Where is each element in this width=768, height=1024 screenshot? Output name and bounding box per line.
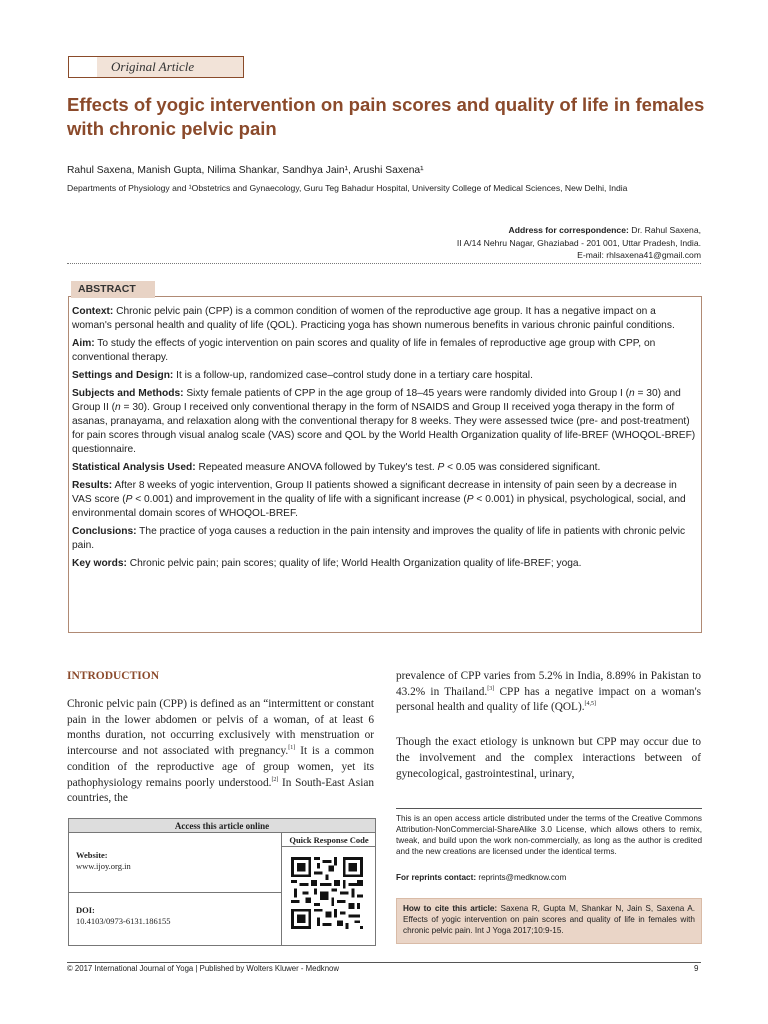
- affiliation: Departments of Physiology and ¹Obstetrics and Gynaecology, Guru Teg Bahadur Hospital, University College of Medical Sciences, New Delhi, India: [67, 183, 628, 193]
- ref-4-5[interactable]: [4,5]: [584, 701, 597, 708]
- license-text: This is an open access article distributed under the terms of the Creative Commons Attribution-NonCommercial-ShareAlike 3.0 License, which allows others to remix, tweak, and build upon the work non-commercially, as long as the author is credited and the new creations are licensed under the identical terms.: [396, 814, 702, 856]
- abstract-conclusions: Conclusions: The practice of yoga causes a reduction in the pain intensity and improves the quality of life in patients with chronic pelvic pain.: [72, 526, 686, 551]
- ref-1[interactable]: [1]: [288, 745, 296, 752]
- dotted-divider: [67, 263, 701, 264]
- introduction-heading: INTRODUCTION: [67, 670, 160, 682]
- correspondence-block: [281, 224, 701, 262]
- intro-paragraph-2: prevalence of CPP varies from 5.2% in India, 8.89% in Pakistan to 43.2% in Thailand.[3] CPP has a negative impact on a woman's personal health and quality of life (QOL).[4,5]: [396, 670, 702, 714]
- abstract-text: [72, 305, 696, 575]
- page-number: 9: [694, 964, 699, 973]
- correspondence-name: Dr. Rahul Saxena,: [628, 225, 701, 235]
- article-type-label: Original Article: [97, 57, 243, 77]
- intro-paragraph-3: Though the exact etiology is unknown but CPP may occur due to the involvement and the complex interactions between of gynecological, gastrointestinal, urinary,: [396, 736, 701, 780]
- doi-value[interactable]: 10.4103/0973-6131.186155: [76, 916, 171, 926]
- intro-paragraph-1: Chronic pelvic pain (CPP) is defined as an “intermittent or constant pain in the lower abdomen or pelvis of a woman, of at least 6 months duration, not occurring exclusively with menstruation or intercourse and not associated with pregnancy.[1] It is a common condition of the reproductive age of group women, yet its pathophysiology remains poorly understood.[2] In South-East Asian countries, the: [67, 698, 374, 805]
- ref-3[interactable]: [3]: [487, 685, 495, 692]
- article-type-tag: [68, 56, 244, 78]
- footer-divider: [67, 962, 701, 963]
- abstract-keywords: Key words: Chronic pelvic pain; pain scores; quality of life; World Health Organization quality of life-BREF; yoga.: [72, 558, 582, 569]
- author-list: Rahul Saxena, Manish Gupta, Nilima Shankar, Sandhya Jain¹, Arushi Saxena¹: [67, 165, 424, 176]
- qr-code-icon[interactable]: [291, 857, 363, 929]
- license-divider: [396, 808, 702, 809]
- footer-copyright: © 2017 International Journal of Yoga | Published by Wolters Kluwer - Medknow: [67, 964, 340, 973]
- qr-heading: Quick Response Code: [282, 833, 376, 847]
- abstract-aim: Aim: To study the effects of yogic intervention on pain scores and quality of life in females of reproductive age group with CPP, on conventional therapy.: [72, 338, 656, 363]
- intro-column-right: [396, 669, 701, 782]
- abstract-context: Context: Chronic pelvic pain (CPP) is a common condition of women of the reproductive age group. It has a negative impact on a woman's personal health and quality of life (QOL). Practicing yoga has shown numerous benefits in various chronic painful conditions.: [72, 306, 675, 331]
- doi-label: DOI:: [76, 905, 95, 915]
- ref-2[interactable]: [2]: [271, 776, 279, 783]
- article-title: Effects of yogic intervention on pain scores and quality of life in females with chronic pelvic pain: [67, 94, 705, 139]
- correspondence-email[interactable]: E-mail: rhlsaxena41@gmail.com: [577, 250, 701, 260]
- correspondence-address: II A/14 Nehru Nagar, Ghaziabad - 201 001, Uttar Pradesh, India.: [456, 237, 701, 248]
- access-heading: Access this article online: [69, 819, 375, 833]
- abstract-results: Results: After 8 weeks of yogic intervention, Group II patients showed a significant decrease in intensity of pain seen by a decrease in VAS score (P < 0.001) and improvement in the quality of life with a significant increase (P < 0.001) in physical, psychological, social, and environmental domain scores of WHOQOL-BREF.: [72, 480, 686, 519]
- reprints-contact: For reprints contact: reprints@medknow.com: [396, 873, 567, 882]
- access-online-box: [68, 818, 376, 946]
- website-link[interactable]: www.ijoy.org.in: [76, 861, 131, 871]
- citation-box: How to cite this article: Saxena R, Gupta M, Shankar N, Jain S, Saxena A. Effects of yogic intervention on pain scores and quality of life in females with chronic pelvic pain. Int J Yoga 2017;10:9-15.: [396, 898, 702, 944]
- abstract-heading: ABSTRACT: [71, 281, 155, 298]
- abstract-methods: Subjects and Methods: Sixty female patients of CPP in the age group of 18–45 years were randomly divided into Group I (n = 30) and Group II (n = 30). Group I received only conventional therapy in the form of NSAIDS and Group II received yoga therapy in the form of asanas, pranayama, and relaxation along with the conventional therapy for 8 weeks. They were assessed twice (pre- and post-treatment) for pain scores through visual analog scale (VAS) score and QOL by the World Health Organization quality of life-BREF (WHOQOL-BREF) questionnaire.: [72, 388, 696, 455]
- intro-column-left: [67, 697, 374, 807]
- abstract-stats: Statistical Analysis Used: Repeated measure ANOVA followed by Tukey's test. P < 0.05 was considered significant.: [72, 462, 601, 473]
- correspondence-label: Address for correspondence:: [508, 225, 629, 235]
- abstract-settings: Settings and Design: It is a follow-up, randomized case–control study done in a tertiary care hospital.: [72, 370, 533, 381]
- website-label: Website:: [76, 850, 108, 860]
